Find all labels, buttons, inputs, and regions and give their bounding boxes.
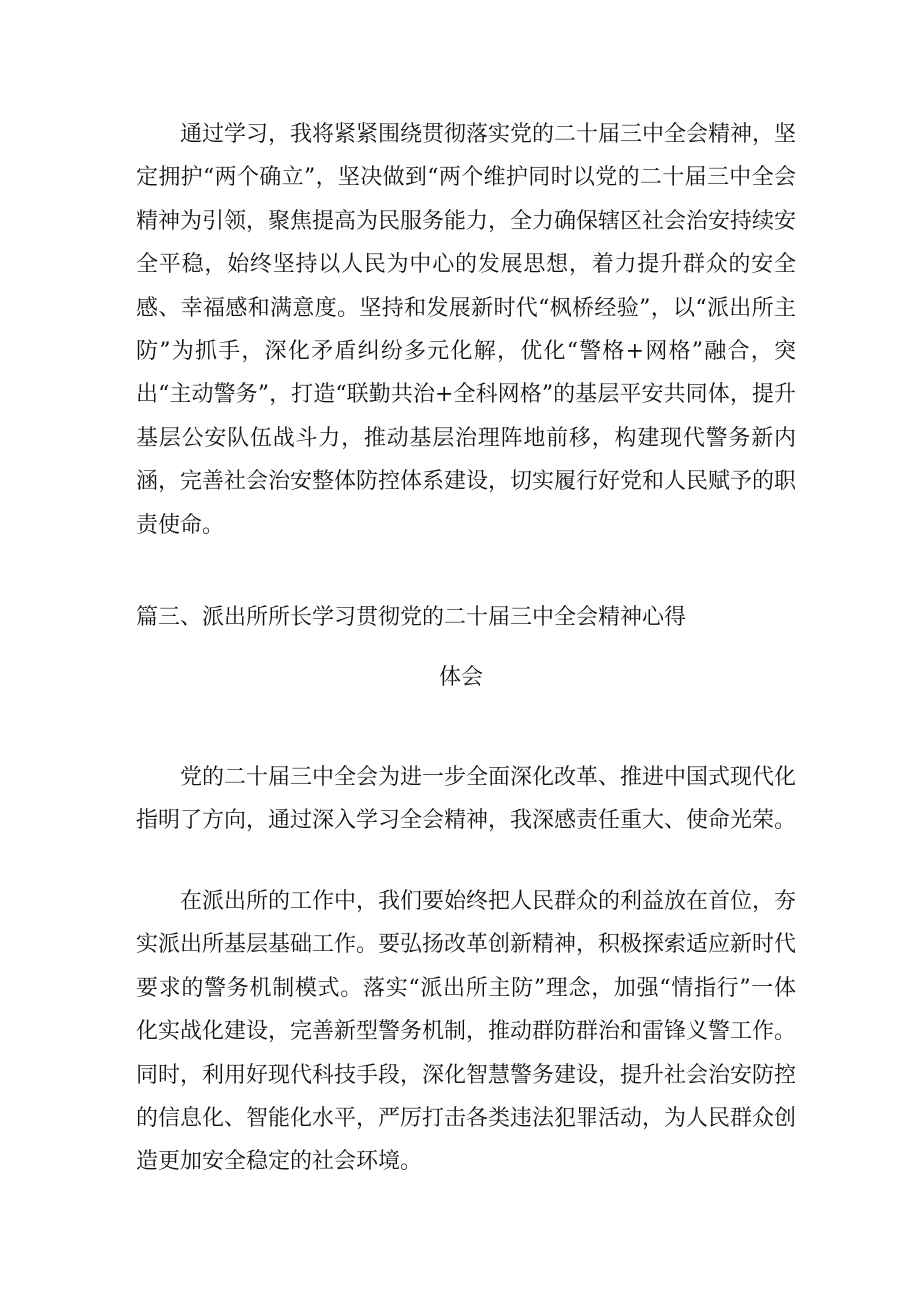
- body-paragraph-2: 党的二十届三中全会为进一步全面深化改革、推进中国式现代化指明了方向，通过深入学习全会精神，我深感责任重大、使命光荣。: [136, 765, 797, 834]
- section-heading-line1: 篇三、派出所所长学习贯彻党的二十届三中全会精神心得: [136, 605, 687, 630]
- body-paragraph-3: 在派出所的工作中，我们要始终把人民群众的利益放在首位，夯实派出所基层基础工作。要弘扬改革创新精神，积极探索适应新时代要求的警务机制模式。落实“派出所主防”理念，加强“情指行”一体化实战化建设，完善新型警务机制，推动群防群治和雷锋义警工作。同时，利用好现代科技手段，深化智慧警务建设，提升社会治安防控的信息化、智能化水平，严厉打击各类违法犯罪活动，为人民群众创造更加安全稳定的社会环境。: [136, 889, 797, 1175]
- body-paragraph-1: 通过学习，我将紧紧围绕贯彻落实党的二十届三中全会精神，坚定拥护“两个确立”，坚决做到“两个维护同时以党的二十届三中全会精神为引领，聚焦提高为民服务能力，全力确保辖区社会治安持续安全平稳，始终坚持以人民为中心的发展思想，着力提升群众的安全感、幸福感和满意度。坚持和发展新时代“枫桥经验”，以“派出所主防”为抓手，深化矛盾纠纷多元化解，优化“警格+网格”融合，突出“主动警务”，打造“联勤共治+全科网格”的基层平安共同体，提升基层公安队伍战斗力，推动基层治理阵地前移，构建现代警务新内涵，完善社会治安整体防控体系建设，切实履行好党和人民赋予的职责使命。: [136, 122, 797, 538]
- section-heading-line2: 体会: [438, 665, 483, 690]
- section-heading: [136, 588, 786, 708]
